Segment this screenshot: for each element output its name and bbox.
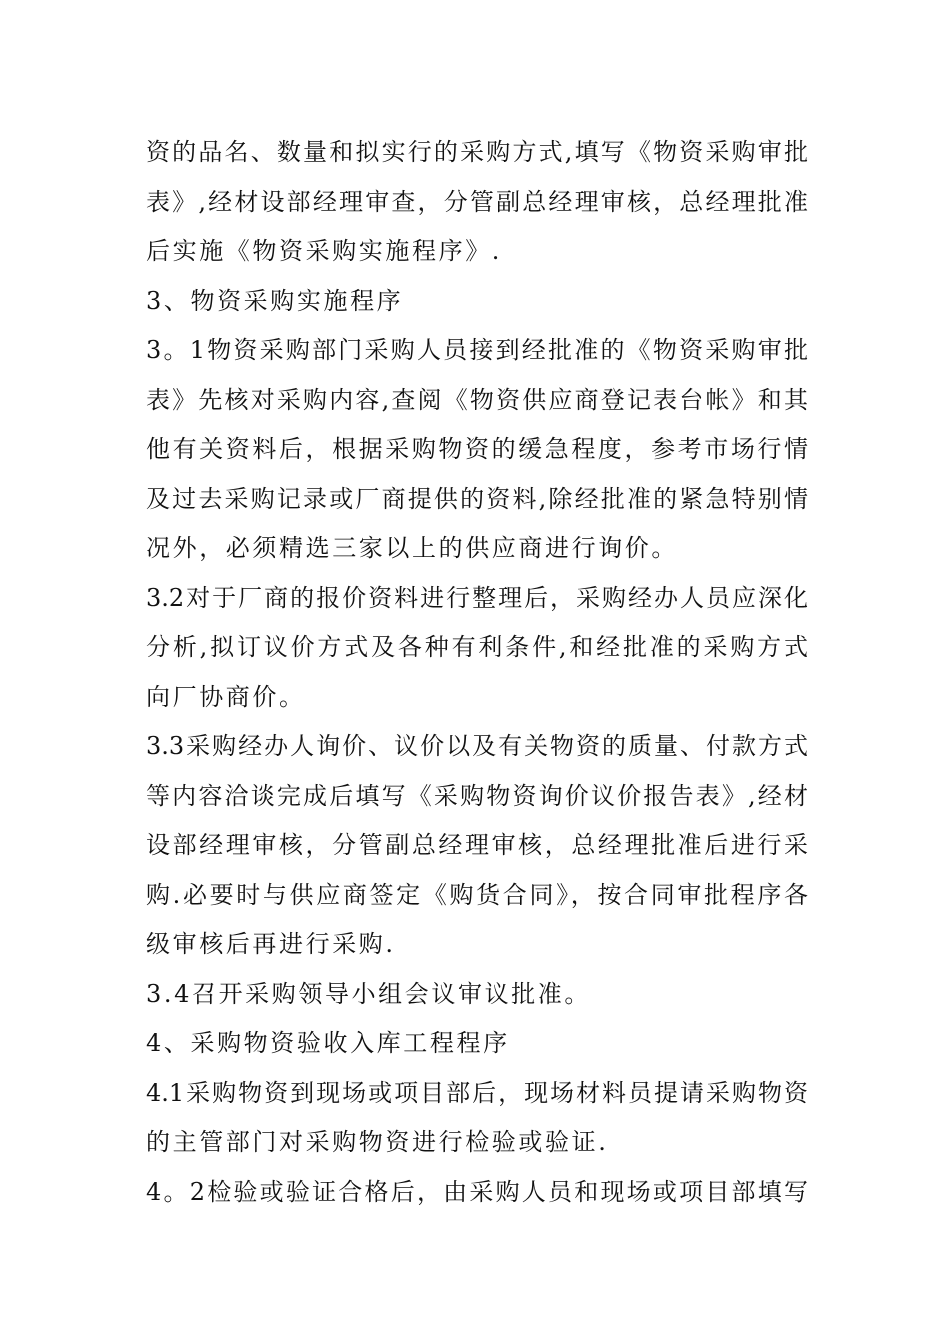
text-line: 3.3采购经办人询价、议价以及有关物资的质量、付款方式 [146, 732, 808, 760]
text-line: 后实施《物资采购实施程序》. [146, 237, 503, 265]
text-line: 向厂协商价。 [146, 682, 306, 711]
body-text [146, 128, 808, 1217]
text-line: 4。2检验或验证合格后，由采购人员和现场或项目部填写 [146, 1177, 808, 1206]
text-line: 的主管部门对采购物资进行检验或验证. [146, 1128, 609, 1156]
text-line: 分析,拟订议价方式及各种有利条件,和经批准的采购方式 [146, 633, 808, 661]
text-line: 4.1采购物资到现场或项目部后，现场材料员提请采购物资 [146, 1078, 808, 1107]
text-line: 及过去采购记录或厂商提供的资料,除经批准的紧急特别情 [146, 484, 808, 513]
text-line: 他有关资料后，根据采购物资的缓急程度，参考市场行情 [146, 435, 808, 463]
text-line: 级审核后再进行采购. [146, 930, 396, 958]
text-line: 况外，必须精选三家以上的供应商进行询价。 [146, 534, 678, 562]
text-line: 等内容洽谈完成后填写《采购物资询价议价报告表》,经材 [146, 781, 808, 810]
text-line: 资的品名、数量和拟实行的采购方式,填写《物资采购审批 [146, 138, 808, 166]
text-line: 3、物资采购实施程序 [146, 286, 404, 315]
text-line: 购.必要时与供应商签定《购货合同》，按合同审批程序各 [146, 880, 808, 909]
text-line: 设部经理审核，分管副总经理审核，总经理批准后进行采 [146, 831, 808, 859]
text-line: 3.4召开采购领导小组会议审议批准。 [146, 979, 591, 1008]
text-line: 4、采购物资验收入库工程程序 [146, 1029, 510, 1057]
text-line: 表》先核对采购内容,查阅《物资供应商登记表台帐》和其 [146, 385, 808, 414]
text-line: 3。1物资采购部门采购人员接到经批准的《物资采购审批 [146, 336, 808, 364]
text-line: 3.2对于厂商的报价资料进行整理后，采购经办人员应深化 [146, 583, 808, 612]
text-line: 表》,经材设部经理审查，分管副总经理审核，总经理批准 [146, 187, 808, 216]
